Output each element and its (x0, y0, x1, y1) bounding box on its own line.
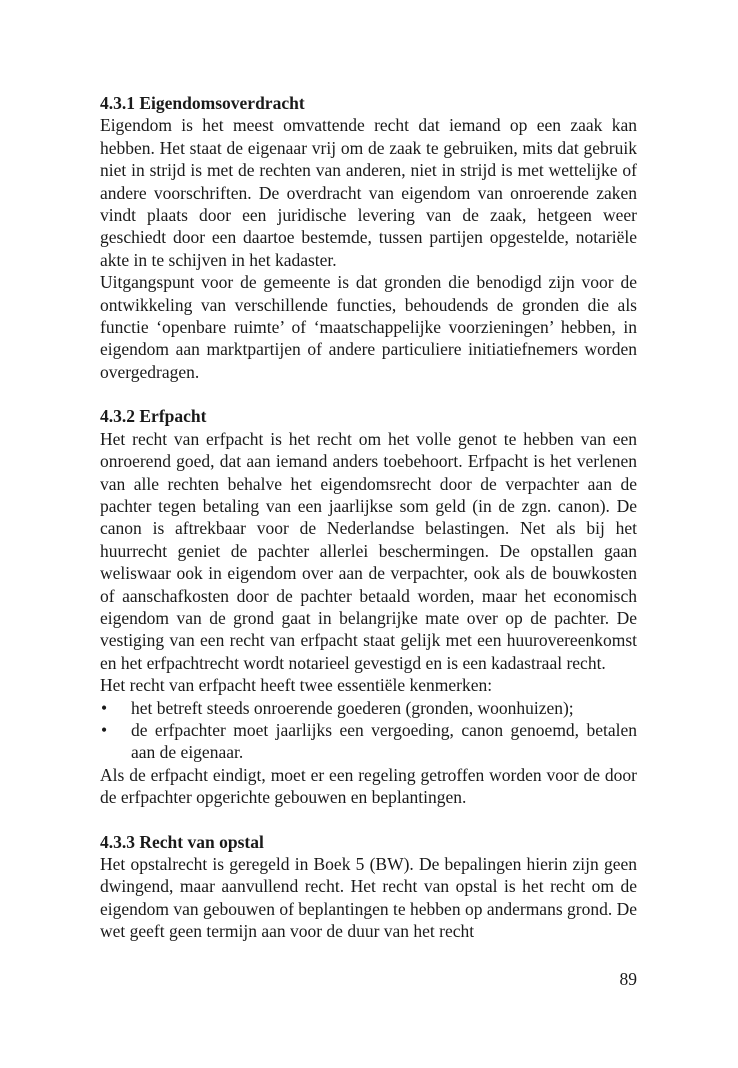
section-heading: 4.3.1 Eigendomsoverdracht (100, 93, 305, 113)
list-item (100, 719, 637, 764)
section-heading: 4.3.2 Erfpacht (100, 406, 207, 427)
list-item (100, 697, 637, 719)
body-paragraph: Het opstalrecht is geregeld in Boek 5 (BW). De bepalingen hierin zijn geen dwingend, maar aanvullend recht. Het recht van opstal is het recht om de eigendom van gebouwen of beplantingen te hebben op andermans grond. De wet geeft geen termijn aan voor de duur van het recht (100, 854, 637, 942)
body-paragraph: Eigendom is het meest omvattende recht dat iemand op een zaak kan hebben. Het staat de eigenaar vrij om de zaak te gebruiken, mits dat gebruik niet in strijd is met de rechten van anderen, niet in strijd is met wettelijke of andere voorschriften. De overdracht van eigendom van onroerende zaken vindt plaats door een juridische levering van de zaak, hetgeen weer geschiedt door een daartoe bestemde, tussen partijen opgestelde, notariële akte in te schijven in het kadaster. (100, 115, 637, 270)
bullet-icon: • (101, 697, 108, 718)
list-item-text: het betreft steeds onroerende goederen (gronden, woonhuizen); (131, 697, 574, 718)
bullet-list (100, 697, 637, 764)
page-body (100, 92, 637, 943)
section-erfpacht (100, 405, 637, 808)
body-paragraph: Als de erfpacht eindigt, moet er een regeling getroffen worden voor de door de erfpachter opgerichte gebouwen en beplantingen. (100, 764, 637, 808)
section-recht-van-opstal (100, 831, 637, 943)
body-paragraph: Het recht van erfpacht heeft twee essentiële kenmerken: (100, 675, 493, 696)
bullet-icon: • (101, 719, 108, 740)
body-paragraph: Het recht van erfpacht is het recht om het volle genot te hebben van een onroerend goed, dat aan iemand anders toebehoort. Erfpacht is het verlenen van alle rechten behalve het eigendomsrecht door de verpachter aan de pachter tegen betaling van een jaarlijkse som geld (in de zgn. canon). De canon is aftrekbaar voor de Nederlandse belastingen. Net als bij het huurrecht geniet de pachter allerlei beschermingen. De opstallen gaan weliswaar ook in eigendom over aan de verpachter, ook als de bouwkosten of aanschafkosten door de pachter betaald worden, maar het economisch eigendom van de grond gaat in belangrijke mate over op de pachter. De vestiging van een recht van erfpacht staat gelijk met een huurovereenkomst en het erfpachtrecht wordt notarieel gevestigd en is een kadastraal recht. (100, 428, 637, 673)
body-paragraph: Uitgangspunt voor de gemeente is dat gronden die benodigd zijn voor de ontwikkeling van verschillende functies, behoudends de gronden die als functie ‘openbare ruimte’ of ‘maatschappelijke voorzieningen’ hebben, in eigendom aan marktpartijen of andere particuliere initiatiefnemers worden overgedragen. (100, 272, 637, 382)
section-eigendomsoverdracht (100, 92, 637, 383)
page-number: 89 (619, 969, 637, 989)
list-item-text: de erfpachter moet jaarlijks een vergoeding, canon genoemd, betalen aan de eigenaar. (131, 719, 637, 763)
section-heading: 4.3.3 Recht van opstal (100, 831, 264, 852)
